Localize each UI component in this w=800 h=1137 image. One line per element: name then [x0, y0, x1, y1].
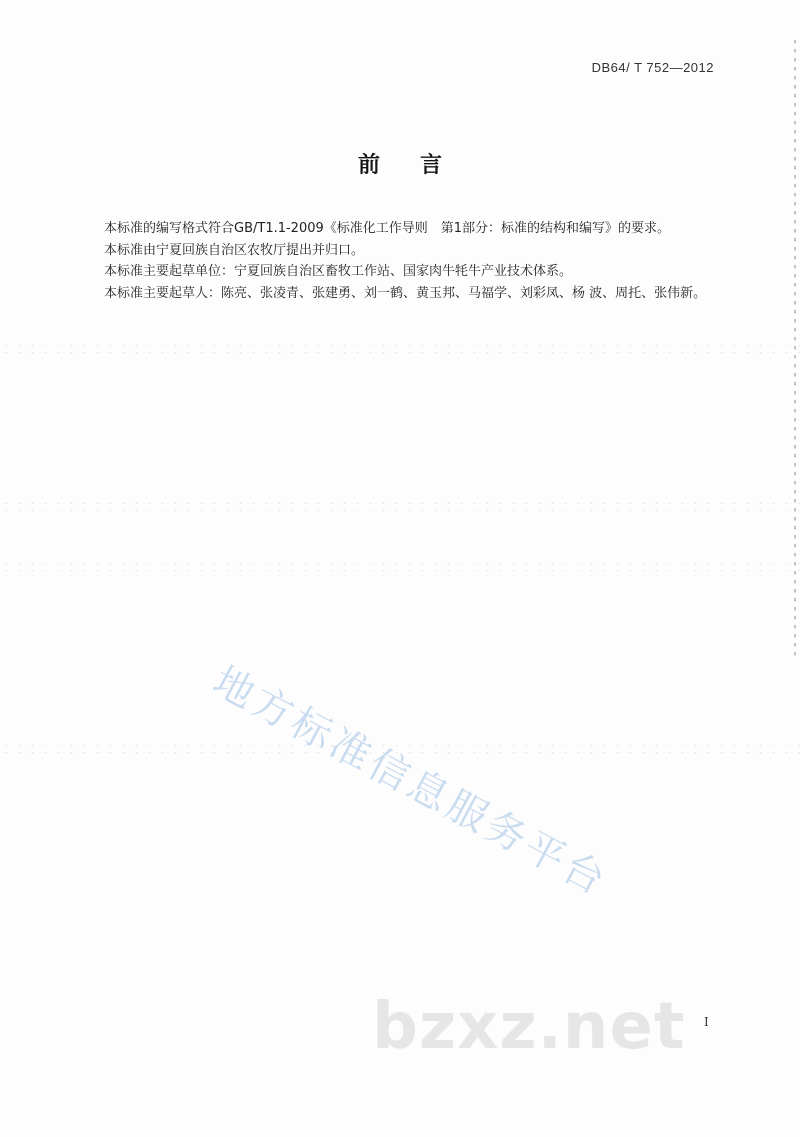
preface-paragraph-drafters: 本标准主要起草人：陈亮、张凌青、张建勇、刘一鹤、黄玉邦、马福学、刘彩凤、杨 波、周托、张伟新。	[104, 285, 707, 301]
document-code: DB64/ T 752—2012	[591, 60, 714, 75]
scan-noise-band	[0, 742, 800, 756]
watermark-english: bzxz.net	[372, 990, 686, 1064]
preface-paragraph-format: 本标准的编写格式符合GB/T1.1-2009《标准化工作导则 第1部分：标准的结构和编写》的要求。	[104, 221, 671, 236]
scan-noise-band	[0, 500, 800, 514]
scan-noise-band	[0, 560, 800, 574]
preface-body	[78, 218, 730, 304]
page-number: I	[704, 1015, 709, 1029]
title-char-2: 言	[420, 153, 443, 178]
page-title	[0, 148, 800, 179]
preface-paragraph-drafting-units: 本标准主要起草单位：宁夏回族自治区畜牧工作站、国家肉牛牦牛产业技术体系。	[104, 264, 573, 279]
title-char-1: 前	[357, 153, 380, 178]
preface-paragraph-proposer: 本标准由宁夏回族自治区农牧厅提出并归口。	[104, 242, 365, 258]
scan-noise-band	[0, 342, 800, 356]
watermark-chinese-text: 地方标准信息服务平台	[205, 658, 616, 906]
